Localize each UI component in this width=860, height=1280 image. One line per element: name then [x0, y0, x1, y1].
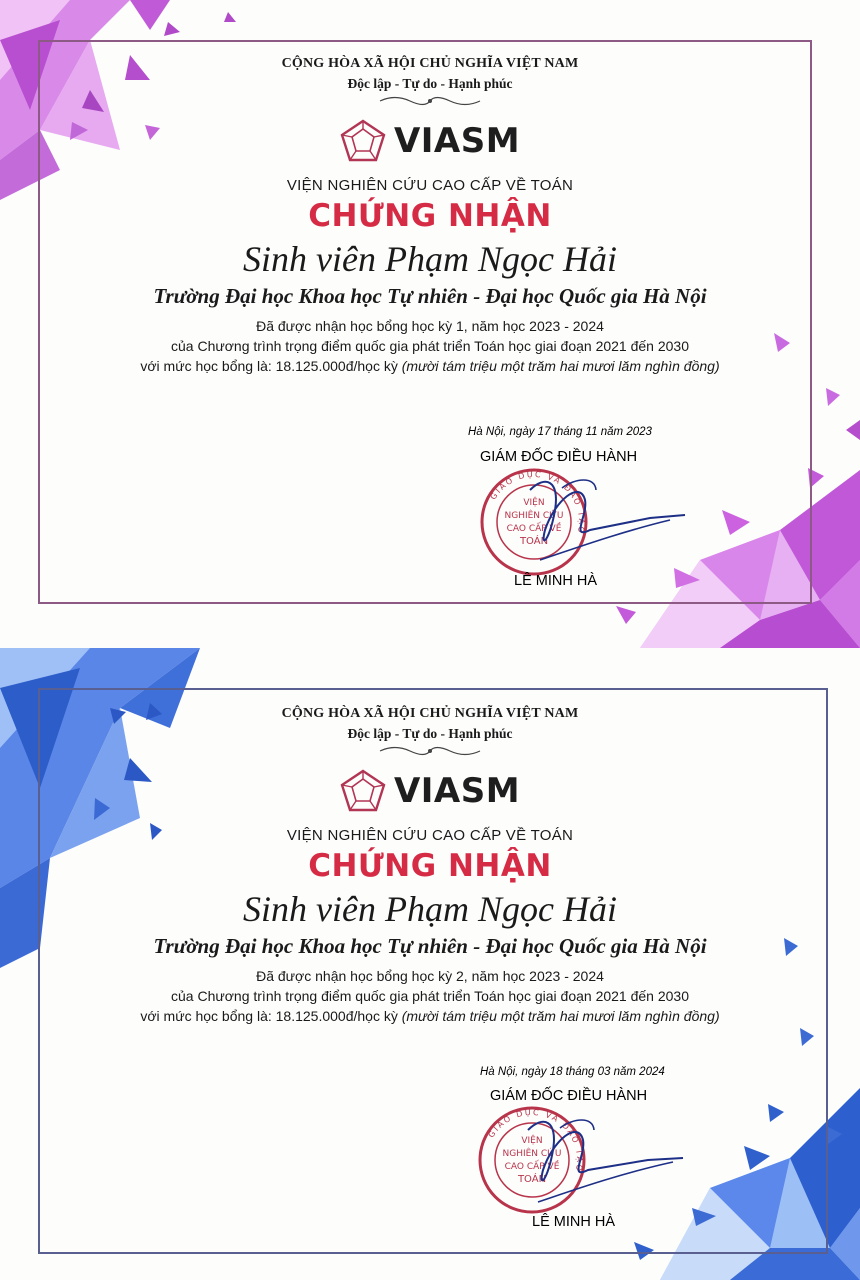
signature [498, 1110, 688, 1220]
recipient-name: Sinh viên Phạm Ngọc Hải [243, 889, 617, 929]
viasm-logo [0, 769, 860, 813]
seal-ring-text: GIÁO DỤC VÀ ĐÀO TẠO [486, 1107, 585, 1174]
signer-name: LÊ MINH HÀ [532, 1214, 615, 1230]
viasm-logo-icon [340, 119, 386, 163]
svg-text:NGHIÊN CỨU: NGHIÊN CỨU [502, 1149, 562, 1159]
svg-text:VIỆN: VIỆN [521, 1136, 543, 1146]
logo-text: VIASM [393, 121, 521, 161]
award-line-2: của Chương trình trọng điểm quốc gia phát triển Toán học giai đoạn 2021 đến 2030 [171, 338, 689, 354]
amount-in-words: (mười tám triệu một trăm hai mươi lăm nghìn đồng) [401, 358, 720, 374]
award-line-1: Đã được nhận học bổng học kỳ 1, năm học 2023 - 2024 [256, 318, 604, 334]
recipient-name: Sinh viên Phạm Ngọc Hải [243, 239, 617, 279]
institute-name: VIỆN NGHIÊN CỨU CAO CẤP VỀ TOÁN [286, 177, 574, 194]
university-name: Trường Đại học Khoa học Tự nhiên - Đại học Quốc gia Hà Nội [153, 284, 707, 308]
university-name: Trường Đại học Khoa học Tự nhiên - Đại học Quốc gia Hà Nội [153, 934, 707, 958]
award-line-3 [0, 1008, 860, 1024]
svg-text:CAO CẤP VỀ: CAO CẤP VỀ [506, 524, 562, 534]
institute-name: VIỆN NGHIÊN CỨU CAO CẤP VỀ TOÁN [286, 827, 574, 844]
certificate-title: CHỨNG NHẬN [308, 848, 552, 884]
signer-role: GIÁM ĐỐC ĐIỀU HÀNH [490, 1088, 648, 1104]
svg-text:CAO CẤP VỀ: CAO CẤP VỀ [504, 1162, 560, 1172]
certificate-semester-2 [0, 648, 860, 1280]
nation-heading: CỘNG HÒA XÃ HỘI CHỦ NGHĨA VIỆT NAM [281, 56, 579, 71]
signer-role: GIÁM ĐỐC ĐIỀU HÀNH [480, 449, 638, 465]
seal-ring-text: GIÁO DỤC VÀ ĐÀO TẠO [488, 469, 587, 536]
svg-text:TOÁN: TOÁN [517, 1174, 547, 1185]
nation-heading: CỘNG HÒA XÃ HỘI CHỦ NGHĨA VIỆT NAM [281, 706, 579, 721]
viasm-logo [0, 119, 860, 163]
award-line-2: của Chương trình trọng điểm quốc gia phát triển Toán học giai đoạn 2021 đến 2030 [171, 988, 689, 1004]
award-line-3 [0, 358, 860, 374]
motto: Độc lập - Tự do - Hạnh phúc [347, 726, 513, 741]
certificate-body [0, 706, 860, 1024]
svg-text:TOÁN: TOÁN [519, 536, 549, 547]
ornament-divider [375, 744, 485, 758]
signature [500, 470, 690, 580]
scholarship-amount: với mức học bổng là: 18.125.000đ/học kỳ [140, 358, 398, 374]
amount-in-words: (mười tám triệu một trăm hai mươi lăm nghìn đồng) [401, 1008, 720, 1024]
viasm-logo-icon [340, 769, 386, 813]
motto: Độc lập - Tự do - Hạnh phúc [347, 76, 513, 91]
certificate-title: CHỨNG NHẬN [308, 198, 552, 234]
award-line-1: Đã được nhận học bổng học kỳ 2, năm học 2023 - 2024 [256, 968, 604, 984]
signer-name: LÊ MINH HÀ [514, 573, 597, 589]
svg-text:NGHIÊN CỨU: NGHIÊN CỨU [504, 511, 564, 521]
certificate-body [0, 56, 860, 374]
scholarship-amount: với mức học bổng là: 18.125.000đ/học kỳ [140, 1008, 398, 1024]
logo-text: VIASM [393, 771, 521, 811]
place-date: Hà Nội, ngày 18 tháng 03 năm 2024 [480, 1066, 665, 1078]
ornament-divider [375, 94, 485, 108]
svg-text:VIỆN: VIỆN [523, 498, 545, 508]
place-date: Hà Nội, ngày 17 tháng 11 năm 2023 [468, 426, 652, 438]
